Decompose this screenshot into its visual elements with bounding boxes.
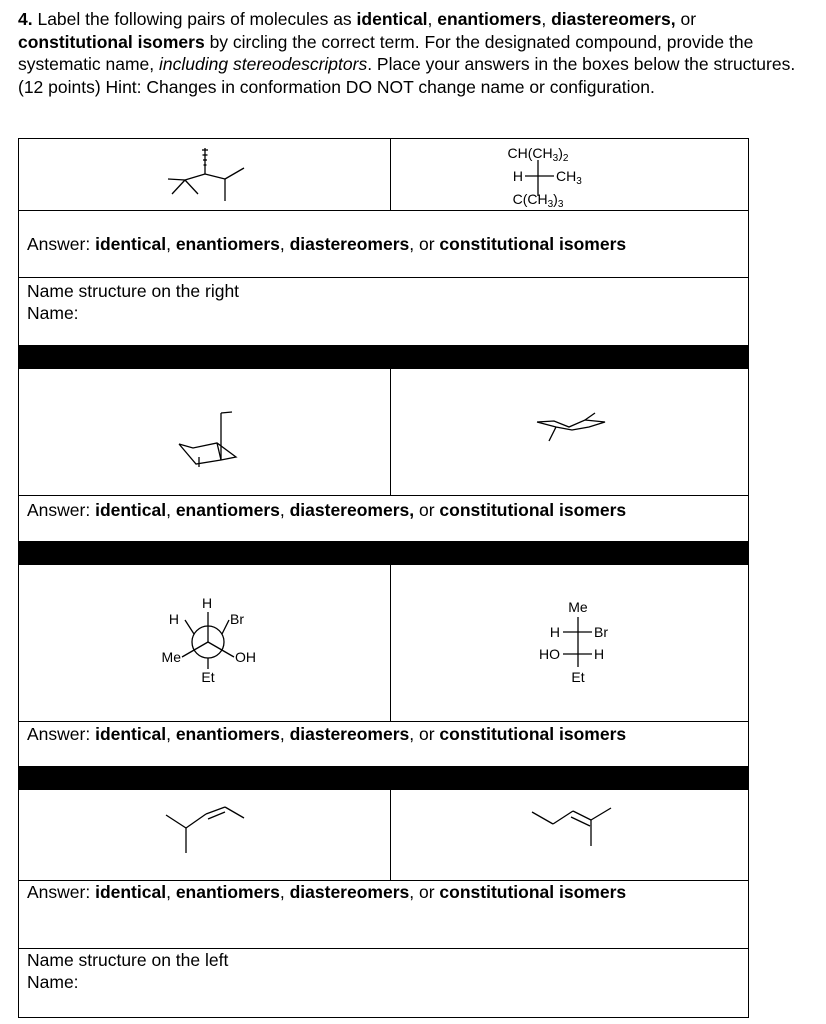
choice-diastereomers[interactable]: diastereomers,: [289, 500, 415, 520]
rule: [18, 277, 749, 278]
pair2-right-cyclohexane: [391, 369, 748, 495]
rule: [18, 495, 749, 496]
fischer1-left: H: [512, 168, 523, 184]
pair3-left-newman: [18, 565, 390, 721]
rule: [18, 210, 749, 211]
separator-bar: [18, 766, 749, 790]
newman-back-left: H: [168, 611, 179, 627]
choice-diastereomers[interactable]: diastereomers: [289, 234, 410, 254]
pair3-answer: Answer: identical, enantiomers, diastereomers, or constitutional isomers: [27, 724, 627, 744]
rule: [18, 721, 749, 722]
pair2-left-cyclohexane: [18, 369, 390, 495]
fischer2-row2-left: HO: [539, 646, 560, 662]
rule: [18, 1017, 749, 1018]
choice-identical[interactable]: identical: [95, 882, 167, 902]
fischer2-bottom: Et: [571, 669, 585, 685]
fischer1-bottom: $C(CH_3)_3$: [512, 191, 564, 210]
choice-enantiomers[interactable]: enantiomers: [175, 882, 280, 902]
newman-bottom: Et: [201, 669, 215, 685]
pair3-right-fischer: [391, 565, 748, 721]
name-field: Name:: [27, 972, 79, 992]
newman-front-right: OH: [235, 649, 256, 665]
question-number: 4.: [18, 9, 33, 29]
pair4-name-box[interactable]: [27, 949, 228, 993]
fischer2-row1-right: Br: [594, 624, 608, 640]
pair1-right-fischer: [391, 138, 748, 210]
choice-diastereomers[interactable]: diastereomers: [289, 882, 410, 902]
pair1-name-box[interactable]: [27, 280, 239, 324]
fischer1-top: $CH(CH_3)_2$: [507, 145, 569, 164]
pair1-left-structure: [18, 138, 390, 210]
choice-enantiomers[interactable]: enantiomers: [175, 500, 280, 520]
pair4-left-alkene: [18, 790, 390, 880]
rule: [18, 880, 749, 881]
pair4-answer: Answer: identical, enantiomers, diastereomers, or constitutional isomers: [27, 882, 627, 902]
choice-identical[interactable]: identical: [95, 724, 167, 744]
pair2-answer: Answer: identical, enantiomers, diastereomers, or constitutional isomers: [27, 500, 627, 520]
table-border-right: [748, 138, 749, 1018]
answer-table: [18, 138, 749, 1018]
choice-diastereomers[interactable]: diastereomers: [289, 724, 410, 744]
separator-bar: [18, 541, 749, 565]
choice-constitutional[interactable]: constitutional isomers: [439, 724, 627, 744]
name-field: Name:: [27, 303, 79, 323]
pair1-answer: Answer: identical, enantiomers, diastereomers, or constitutional isomers: [27, 234, 627, 254]
fischer2-row2-right: H: [594, 646, 605, 662]
fischer2-top: Me: [568, 599, 588, 615]
choice-constitutional[interactable]: constitutional isomers: [439, 882, 627, 902]
choice-enantiomers[interactable]: enantiomers: [175, 724, 280, 744]
fischer1-right: $CH_3$: [556, 168, 582, 187]
choice-constitutional[interactable]: constitutional isomers: [439, 500, 627, 520]
name-label: Name structure on the left: [27, 950, 229, 970]
choice-identical[interactable]: identical: [95, 500, 167, 520]
choice-constitutional[interactable]: constitutional isomers: [439, 234, 627, 254]
choice-identical[interactable]: identical: [95, 234, 167, 254]
question-text: 4. Label the following pairs of molecules as identical, enantiomers, diastereomers, or constitutional isomers by circling the correct term. For the designated compound, provide the systematic name, including stereodescriptors. Place your answers in the boxes below the structures. (12 points) Hint: Changes in conformation DO NOT change name or configuration.: [18, 9, 796, 97]
separator-bar: [18, 345, 749, 369]
pair4-right-alkene: [391, 790, 748, 880]
choice-enantiomers[interactable]: enantiomers: [175, 234, 280, 254]
fischer2-row1-left: H: [549, 624, 560, 640]
newman-back-right: Br: [230, 611, 244, 627]
name-label: Name structure on the right: [27, 281, 240, 301]
newman-front-top: H: [201, 595, 213, 611]
newman-front-left: Me: [161, 649, 181, 665]
